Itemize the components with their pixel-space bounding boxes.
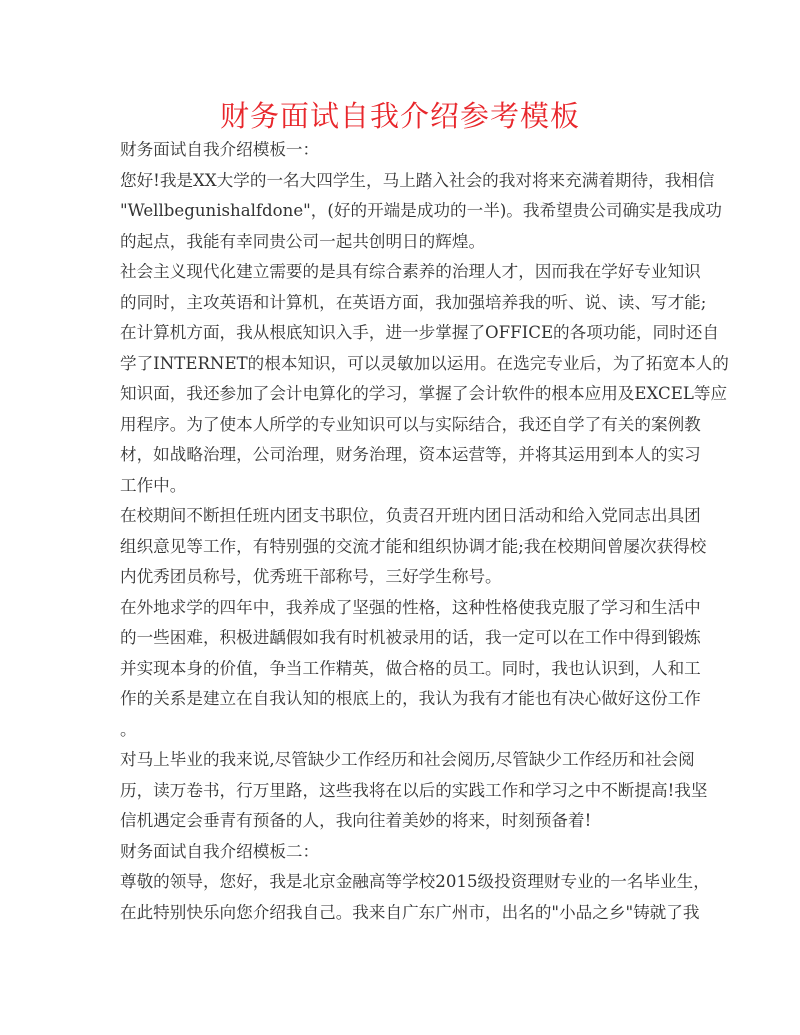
text-line: 在计算机方面，我从根底知识入手，进一步掌握了OFFICE的各项功能，同时还自 xyxy=(120,323,719,342)
text-line: 的一些困难，积极进龋假如我有时机被录用的话，我一定可以在工作中得到锻炼 xyxy=(120,628,701,647)
section-heading xyxy=(120,837,690,868)
text-line: 您好!我是XX大学的一名大四学生，马上踏入社会的我对将来充满着期待，我相信 xyxy=(120,170,715,190)
document-body xyxy=(120,135,729,928)
text-line: 社会主义现代化建立需要的是具有综合素养的治理人才，因而我在学好专业知识 xyxy=(120,262,701,281)
text-line: "Wellbegunishalfdone"，(好的开端是成功的一半)。我希望贵公司确实是我成功 xyxy=(120,201,723,220)
text-line: 学了INTERNET的根本知识，可以灵敏加以运用。在选完专业后，为了拓宽本人的 xyxy=(120,353,729,373)
document-title: 财务面试自我介绍参考模板 xyxy=(219,99,580,133)
text-line: 信机遇定会垂青有预备的人，我向往着美妙的将来，时刻预备着! xyxy=(120,811,592,830)
text-line: 内优秀团员称号，优秀班干部称号，三好学生称号。 xyxy=(120,567,502,586)
text-line: 工作中。 xyxy=(120,475,187,495)
paragraph xyxy=(120,867,710,928)
text-line: 的起点，我能有幸同贵公司一起共创明日的辉煌。 xyxy=(120,231,486,251)
text-line: 用程序。为了使本人所学的专业知识可以与实际结合，我还自学了有关的案例教 xyxy=(120,414,701,434)
paragraph xyxy=(120,257,729,501)
text-line: 在此特别快乐向您介绍我自己。我来自广东广州市，出名的"小品之乡"铸就了我 xyxy=(120,902,700,922)
text-line: 组织意见等工作，有特别强的交流才能和组织协调才能;我在校期间曾屡次获得校 xyxy=(120,536,707,556)
text-line: 尊敬的领导，您好，我是北京金融高等学校2015级投资理财专业的一名毕业生， xyxy=(120,872,710,891)
text-line: 作的关系是建立在自我认知的根底上的，我认为我有才能也有决心做好这份工作 xyxy=(120,689,701,708)
text-line: 财务面试自我介绍模板一： xyxy=(120,140,320,159)
text-line: 财务面试自我介绍模板二： xyxy=(120,841,320,861)
text-line: 材，如战略治理，公司治理，财务治理，资本运营等，并将其运用到本人的实习 xyxy=(120,445,701,464)
text-line: 。 xyxy=(120,719,137,739)
paragraph xyxy=(120,745,708,837)
text-line: 并实现本身的价值，争当工作精英，做合格的员工。同时，我也认识到，人和工 xyxy=(120,658,701,678)
paragraph xyxy=(120,593,701,746)
text-line: 知识面，我还参加了会计电算化的学习，掌握了会计软件的根本应用及EXCEL等应 xyxy=(120,384,728,403)
text-line: 的同时，主攻英语和计算机，在英语方面，我加强培养我的听、说、读、写才能; xyxy=(120,292,707,312)
text-line: 对马上毕业的我来说,尽管缺少工作经历和社会阅历,尽管缺少工作经历和社会阅 xyxy=(120,750,695,769)
paragraph xyxy=(120,166,723,258)
text-line: 在外地求学的四年中，我养成了坚强的性格，这种性格使我克服了学习和生活中 xyxy=(120,597,701,617)
text-line: 在校期间不断担任班内团支书职位，负责召开班内团日活动和给入党同志出具团 xyxy=(120,506,701,525)
text-line: 历，读万卷书，行万里路，这些我将在以后的实践工作和学习之中不断提高!我坚 xyxy=(120,780,708,800)
paragraph xyxy=(120,501,707,593)
section-heading xyxy=(120,135,690,166)
